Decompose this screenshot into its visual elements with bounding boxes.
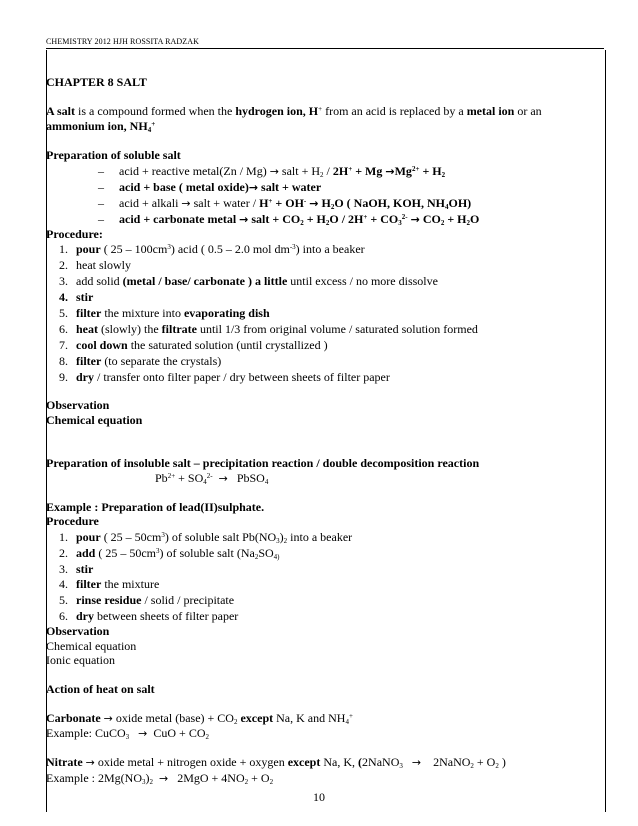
ionic-equation-2: Ionic equation [46,653,115,667]
nitrate-example: Example : $2Mg(NO_3)_2$ → $2MgO + 4NO_2 + O_2$ [46,771,274,786]
procedure-2-step-1: 1. pour ( $25 - 50cm^3$) of soluble salt $Pb(NO_3)_2$ into a beaker [59,530,353,545]
soluble-reaction-2: – acid + base ( metal oxide)→ salt + water [98,180,322,194]
right-arrow-icon: → [103,712,113,725]
procedure-1-step-6: 6. heat (slowly) the filtrate until 1/3 from original volume / saturated solution formed [59,322,478,336]
observation-2: Observation [46,624,110,638]
carbonate-example: Example: CuCO$_3$ → CuO + $CO_2$ [46,726,209,741]
procedure-2-step-6: 6. dry between sheets of filter paper [59,609,239,623]
page-number: 10 [313,790,325,804]
observation-1: Observation [46,398,110,412]
right-arrow-icon: → [385,165,395,178]
soluble-reaction-3: – acid + alkali → salt + water / $H^+ + OH^- \to H_2O$ ( NaOH, KOH, $NH_4OH$) [98,196,472,211]
procedure-1-step-7: 7. cool down the saturated solution (until crystallized ) [59,338,328,352]
right-arrow-icon: → [158,772,169,785]
right-arrow-icon: → [218,472,228,485]
right-arrow-icon: → [248,181,259,194]
procedure-1-step-2: 2. heat slowly [59,258,131,272]
definition-line-1: A salt is a compound formed when the hydrogen ion, H+ from an acid is replaced by a metal ion or an [46,104,542,118]
procedure-1-step-8: 8. filter (to separate the crystals) [59,354,222,368]
procedure-1-heading: Procedure: [46,227,103,241]
procedure-1-step-4: 4. stir [59,290,94,304]
procedure-1-step-3: 3. add solid (metal / base/ carbonate ) a little until excess / no more dissolve [59,274,438,288]
example-heading: Example : Preparation of lead(II)sulphate. [46,500,265,514]
running-header: CHEMISTRY 2012 HJH ROSSITA RADZAK [46,37,200,46]
right-arrow-icon: → [239,213,249,226]
soluble-heading: Preparation of soluble salt [46,148,181,162]
heat-heading: Action of heat on salt [46,682,155,696]
definition-line-2: ammonium ion, $NH_4^+$ [46,119,156,134]
right-arrow-icon: → [181,197,191,210]
procedure-2-step-4: 4. filter the mixture [59,577,160,591]
soluble-reaction-1: – acid + reactive metal(Zn / Mg) → salt + $H_2 / 2H^+ + Mg \to Mg^{2+} + H_2$ [98,164,446,179]
chapter-title: CHAPTER 8 SALT [46,75,147,89]
procedure-1-step-9: 9. dry / transfer onto filter paper / dry between sheets of filter paper [59,370,390,384]
ionic-equation-pbso4: $Pb^{2+} + SO_4^{2-}$ → PbSO$_4$ [155,471,269,486]
nitrate-rule: Nitrate → oxide metal + nitrogen oxide + oxygen except Na, K, (2NaNO$_3$ → 2NaNO$_2$ + $O_2$ ) [46,755,506,770]
procedure-1-step-1: 1. pour ( $25 - 100cm^3$) acid ( 0.5 – 2.0 mol $dm^{-3}$) into a beaker [59,242,365,256]
right-arrow-icon: → [85,756,95,769]
chemical-equation-2: Chemical equation [46,639,137,653]
procedure-2-step-5: 5. rinse residue / solid / precipitate [59,593,235,607]
right-arrow-icon: → [411,756,422,769]
soluble-reaction-4: – acid + carbonate metal → salt + $CO_2 + H_2O / 2H^+ + CO_3^{2-} \to CO_2 + H_2O$ [98,212,480,227]
right-arrow-icon: → [309,197,319,210]
right-arrow-icon: → [410,213,420,226]
carbonate-rule: Carbonate → oxide metal (base) + $CO_2$ except Na, K and $NH_4^+$ [46,711,353,726]
insoluble-heading: Preparation of insoluble salt – precipitation reaction / double decomposition reaction [46,456,480,470]
procedure-2-step-2: 2. add ( $25 - 50cm^3$) of soluble salt ($Na_2SO_{4)}$ [59,546,280,561]
right-arrow-icon: → [138,727,148,740]
procedure-1-step-5: 5. filter the mixture into evaporating dish [59,306,270,320]
procedure-2-heading: Procedure [46,514,99,528]
right-arrow-icon: → [269,165,279,178]
procedure-2-step-3: 3. stir [59,562,94,576]
header-rule [46,48,604,49]
chemical-equation-1: Chemical equation [46,413,143,427]
